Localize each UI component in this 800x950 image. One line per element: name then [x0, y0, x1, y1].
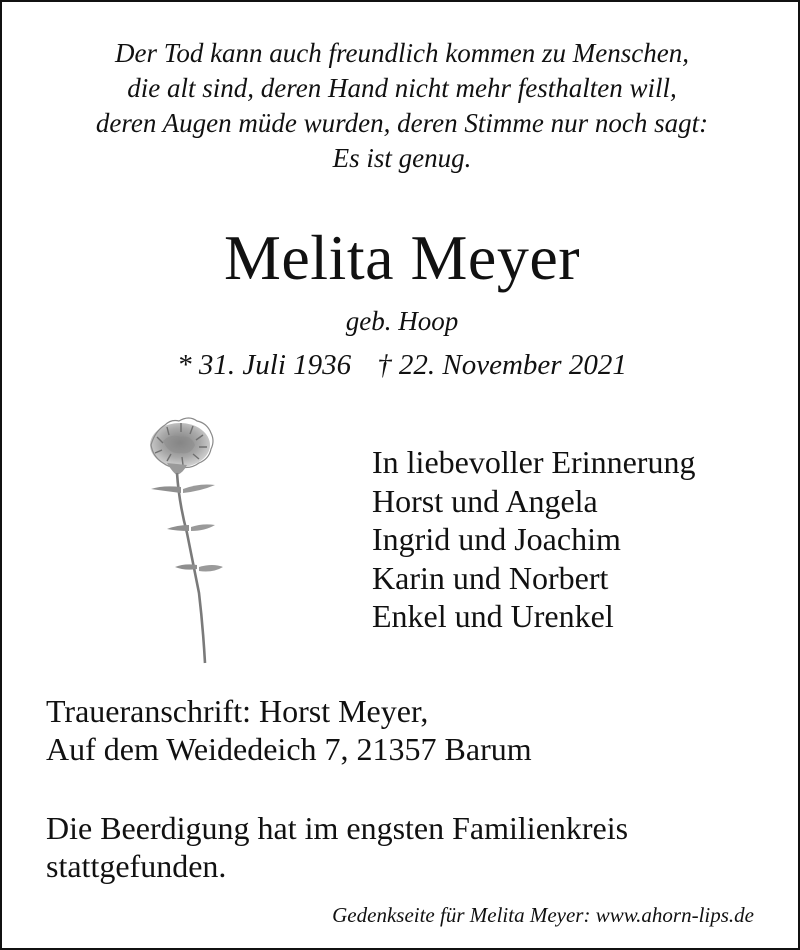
poem-line: Es ist genug.: [332, 143, 472, 173]
funeral-line: stattgefunden.: [46, 848, 227, 884]
birth-name: geb. Hoop: [345, 306, 459, 336]
poem-verse: [2, 36, 800, 176]
funeral-note: [46, 809, 766, 885]
address-line: Traueranschrift: Horst Meyer,: [46, 693, 429, 729]
birth-date: * 31. Juli 1936: [177, 349, 352, 381]
mourners-line: Ingrid und Joachim: [372, 521, 621, 557]
mourning-address: [46, 692, 766, 768]
mourners-list: [372, 443, 782, 636]
mourners-line: Horst und Angela: [372, 482, 598, 519]
death-date: † 22. November 2021: [377, 349, 627, 381]
carnation-icon: [137, 417, 237, 665]
mourners-line: Karin und Norbert: [372, 559, 609, 596]
memorial-page-link[interactable]: Gedenkseite für Melita Meyer: www.ahorn-lips.de: [332, 903, 754, 927]
deceased-name: Melita Meyer: [223, 222, 581, 293]
mourners-line: Enkel und Urenkel: [372, 598, 614, 634]
life-dates: [2, 347, 800, 383]
address-line: Auf dem Weidedeich 7, 21357 Barum: [46, 731, 532, 767]
poem-line: die alt sind, deren Hand nicht mehr festhalten will,: [127, 73, 677, 103]
poem-line: Der Tod kann auch freundlich kommen zu Menschen,: [115, 38, 689, 68]
funeral-line: Die Beerdigung hat im engsten Familienkreis: [46, 810, 629, 846]
mourners-line: In liebevoller Erinnerung: [372, 444, 696, 480]
poem-line: deren Augen müde wurden, deren Stimme nur noch sagt:: [95, 108, 709, 138]
